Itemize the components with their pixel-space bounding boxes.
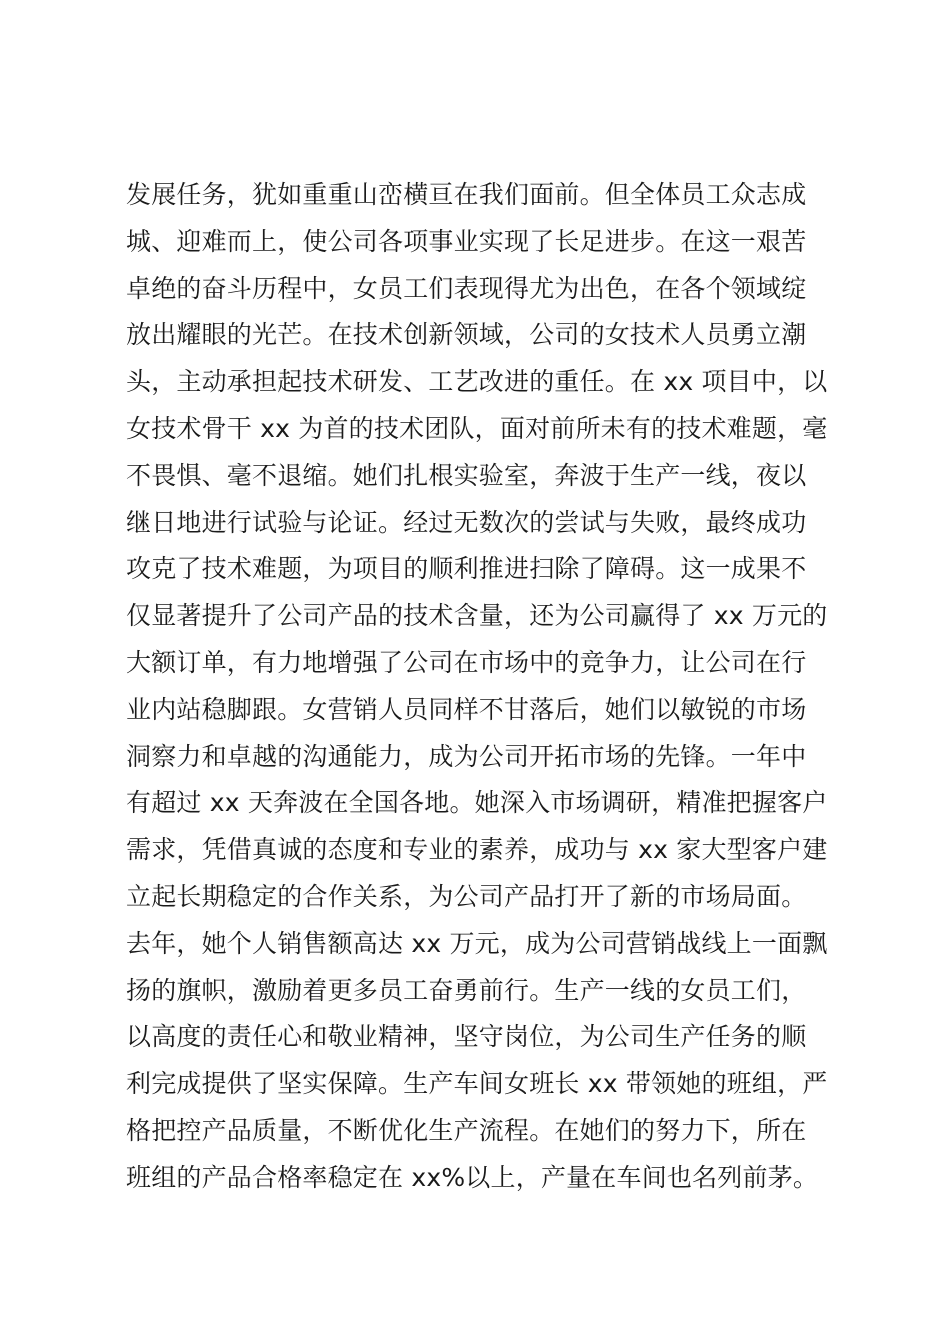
text-line: 女技术骨干 xx 为首的技术团队，面对前所未有的技术难题，毫	[126, 413, 828, 443]
text-line: 以高度的责任心和敬业精神，坚守岗位，为公司生产任务的顺	[126, 1022, 807, 1052]
text-line: 有超过 xx 天奔波在全国各地。她深入市场调研，精准把握客户	[126, 788, 828, 818]
text-line: 城、迎难而上，使公司各项事业实现了长足进步。在这一艰苦	[126, 226, 807, 256]
text-line: 发展任务，犹如重重山峦横亘在我们面前。但全体员工众志成	[126, 180, 807, 209]
text-line: 去年，她个人销售额高达 xx 万元，成为公司营销战线上一面飘	[126, 928, 828, 958]
text-line: 放出耀眼的光芒。在技术创新领域，公司的女技术人员勇立潮	[126, 320, 807, 350]
text-line: 需求，凭借真诚的态度和专业的素养，成功与 xx 家大型客户建	[126, 835, 828, 865]
text-line: 利完成提供了坚实保障。生产车间女班长 xx 带领她的班组，严	[126, 1069, 828, 1099]
text-line: 班组的产品合格率稳定在 xx%以上，产量在车间也名列前茅。	[126, 1162, 819, 1192]
text-line: 洞察力和卓越的沟通能力，成为公司开拓市场的先锋。一年中	[126, 741, 807, 771]
text-line: 业内站稳脚跟。女营销人员同样不甘落后，她们以敏锐的市场	[126, 694, 807, 724]
body-paragraph	[126, 172, 834, 1202]
text-line: 立起长期稳定的合作关系，为公司产品打开了新的市场局面。	[126, 881, 807, 911]
text-line: 仅显著提升了公司产品的技术含量，还为公司赢得了 xx 万元的	[126, 601, 828, 631]
text-line: 大额订单，有力地增强了公司在市场中的竞争力，让公司在行	[126, 647, 807, 677]
text-line: 不畏惧、毫不退缩。她们扎根实验室，奔波于生产一线，夜以	[126, 460, 807, 490]
text-line: 头，主动承担起技术研发、工艺改进的重任。在 xx 项目中，以	[126, 367, 828, 397]
text-line: 继日地进行试验与论证。经过无数次的尝试与失败，最终成功	[126, 507, 807, 537]
text-line: 扬的旗帜，激励着更多员工奋勇前行。生产一线的女员工们，	[126, 975, 807, 1005]
text-line: 卓绝的奋斗历程中，女员工们表现得尤为出色，在各个领域绽	[126, 273, 807, 303]
text-line: 攻克了技术难题，为项目的顺利推进扫除了障碍。这一成果不	[126, 554, 807, 584]
text-line: 格把控产品质量，不断优化生产流程。在她们的努力下，所在	[126, 1115, 807, 1145]
